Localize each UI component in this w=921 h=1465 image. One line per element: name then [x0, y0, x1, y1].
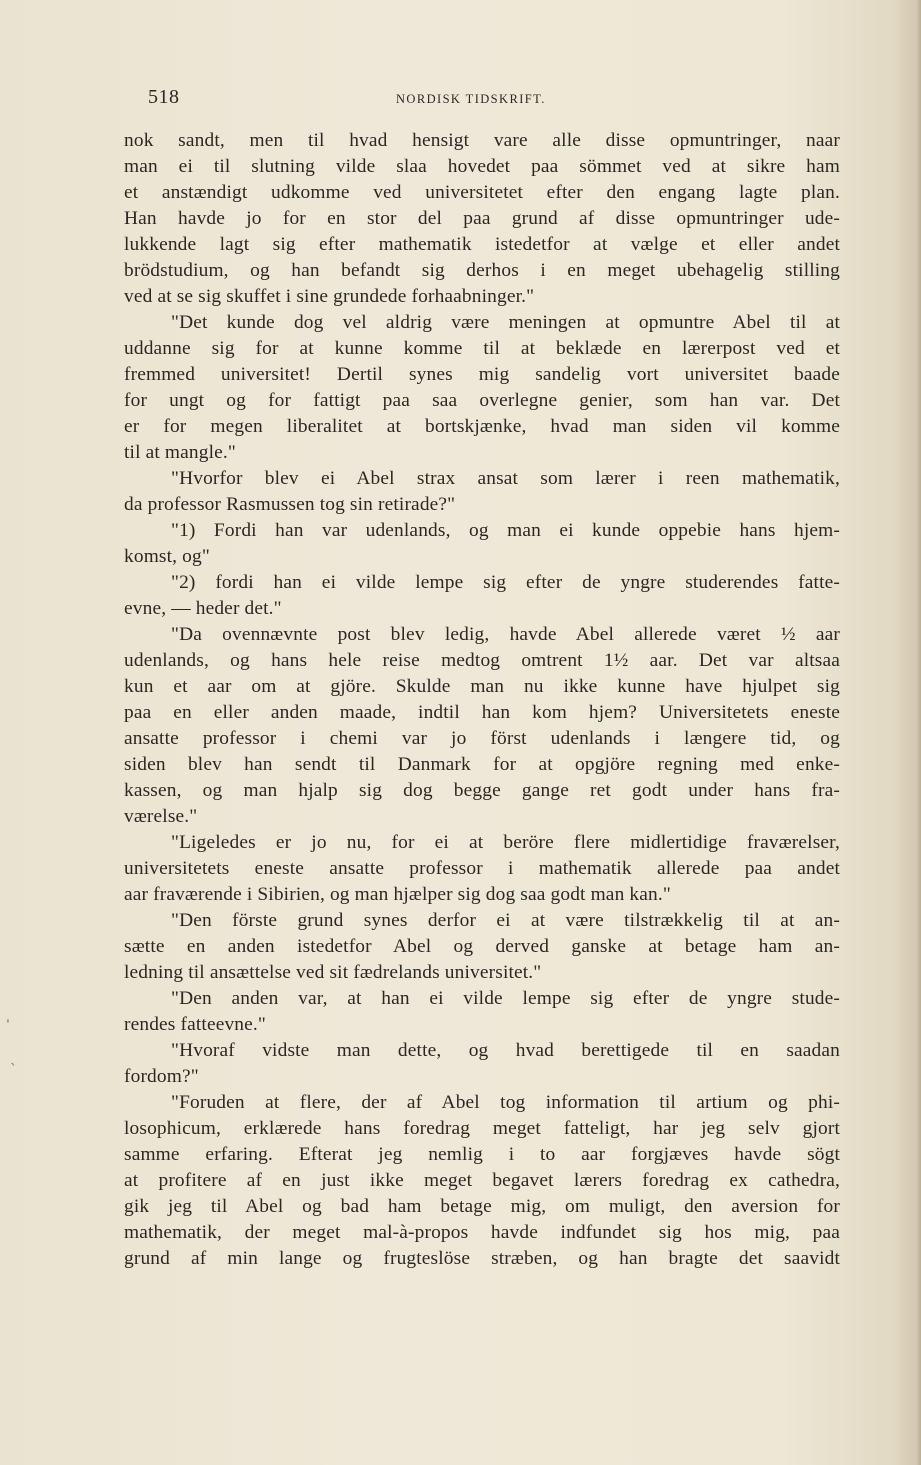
page-number: 518: [148, 86, 180, 108]
text-line: fordom?": [124, 1066, 199, 1087]
page-header: [148, 86, 838, 114]
text-line: fremmed universitet! Dertil synes mig sandelig vort universitet baade: [124, 364, 840, 385]
text-line: at profitere af en just ikke meget begavet lærers foredrag ex cathedra,: [124, 1170, 840, 1191]
body-text: [124, 128, 840, 1272]
text-line: samme erfaring. Efterat jeg nemlig i to aar forgjæves havde sögt: [124, 1144, 840, 1165]
margin-mark: ˈ: [6, 1018, 10, 1034]
text-line: da professor Rasmussen tog sin retirade?": [124, 494, 456, 515]
text-line: "Ligeledes er jo nu, for ei at beröre flere midlertidige fraværelser,: [171, 832, 840, 853]
text-line: "Den förste grund synes derfor ei at være tilstrækkelig til at an-: [171, 910, 840, 931]
text-line: er for megen liberalitet at bortskjænke, hvad man siden vil komme: [124, 416, 840, 437]
text-line: man ei til slutning vilde slaa hovedet paa sömmet ved at sikre ham: [124, 156, 840, 177]
text-line: udenlands, og hans hele reise medtog omtrent 1½ aar. Det var altsaa: [124, 650, 840, 671]
running-head: NORDISK TIDSKRIFT.: [396, 92, 546, 106]
text-line: losophicum, erklærede hans foredrag meget fatteligt, har jeg selv gjort: [124, 1118, 840, 1139]
text-line: mathematik, der meget mal-à-propos havde indfundet sig hos mig, paa: [124, 1222, 840, 1243]
text-line: for ungt og for fattigt paa saa overlegne genier, som han var. Det: [124, 390, 840, 411]
text-line: kun et aar om at gjöre. Skulde man nu ikke kunne have hjulpet sig: [124, 676, 840, 697]
text-line: sætte en anden istedetfor Abel og derved ganske at betage ham an-: [124, 936, 840, 957]
text-line: ved at se sig skuffet i sine grundede forhaabninger.": [124, 286, 535, 307]
text-line: "1) Fordi han var udenlands, og man ei kunde oppebie hans hjem-: [171, 520, 840, 541]
text-line: "Den anden var, at han ei vilde lempe sig efter de yngre stude-: [171, 988, 840, 1009]
text-line: værelse.": [124, 806, 198, 827]
text-line: brödstudium, og han befandt sig derhos i en meget ubehagelig stilling: [124, 260, 840, 281]
text-line: rendes fatteevne.": [124, 1014, 266, 1035]
text-line: kassen, og man hjalp sig dog begge gange ret godt under hans fra-: [124, 780, 840, 801]
text-line: paa en eller anden maade, indtil han kom hjem? Universitetets eneste: [124, 702, 840, 723]
text-line: "Hvorfor blev ei Abel strax ansat som lærer i reen mathematik,: [171, 468, 840, 489]
text-line: uddanne sig for at kunne komme til at beklæde en lærerpost ved et: [124, 338, 840, 359]
text-line: grund af min lange og frugteslöse stræben, og han bragte det saavidt: [124, 1248, 840, 1269]
page-edge: [915, 0, 921, 1465]
text-line: Han havde jo for en stor del paa grund af disse opmuntringer ude-: [124, 208, 840, 229]
text-line: "2) fordi han ei vilde lempe sig efter de yngre studerendes fatte-: [171, 572, 840, 593]
text-line: evne, — heder det.": [124, 598, 282, 619]
text-line: til at mangle.": [124, 442, 236, 463]
text-line: "Foruden at flere, der af Abel tog information til artium og phi-: [171, 1092, 840, 1113]
text-line: nok sandt, men til hvad hensigt vare alle disse opmuntringer, naar: [124, 130, 840, 151]
text-line: komst, og": [124, 546, 210, 567]
text-line: "Da ovennævnte post blev ledig, havde Abel allerede været ½ aar: [171, 624, 840, 645]
text-line: ansatte professor i chemi var jo först udenlands i længere tid, og: [124, 728, 840, 749]
text-line: "Det kunde dog vel aldrig være meningen at opmuntre Abel til at: [171, 312, 840, 333]
text-line: siden blev han sendt til Danmark for at opgjöre regning med enke-: [124, 754, 840, 775]
text-line: ledning til ansættelse ved sit fædrelands universitet.": [124, 962, 542, 983]
text-line: "Hvoraf vidste man dette, og hvad berettigede til en saadan: [171, 1040, 840, 1061]
text-line: lukkende lagt sig efter mathematik istedetfor at vælge et eller andet: [124, 234, 840, 255]
text-line: et anstændigt udkomme ved universitetet efter den engang lagte plan.: [124, 182, 840, 203]
text-line: universitetets eneste ansatte professor i mathematik allerede paa andet: [124, 858, 840, 879]
text-line: aar fraværende i Sibirien, og man hjælper sig dog saa godt man kan.": [124, 884, 671, 905]
text-line: gik jeg til Abel og bad ham betage mig, om muligt, den aversion for: [124, 1196, 840, 1217]
margin-mark: ˋ: [10, 1062, 17, 1078]
